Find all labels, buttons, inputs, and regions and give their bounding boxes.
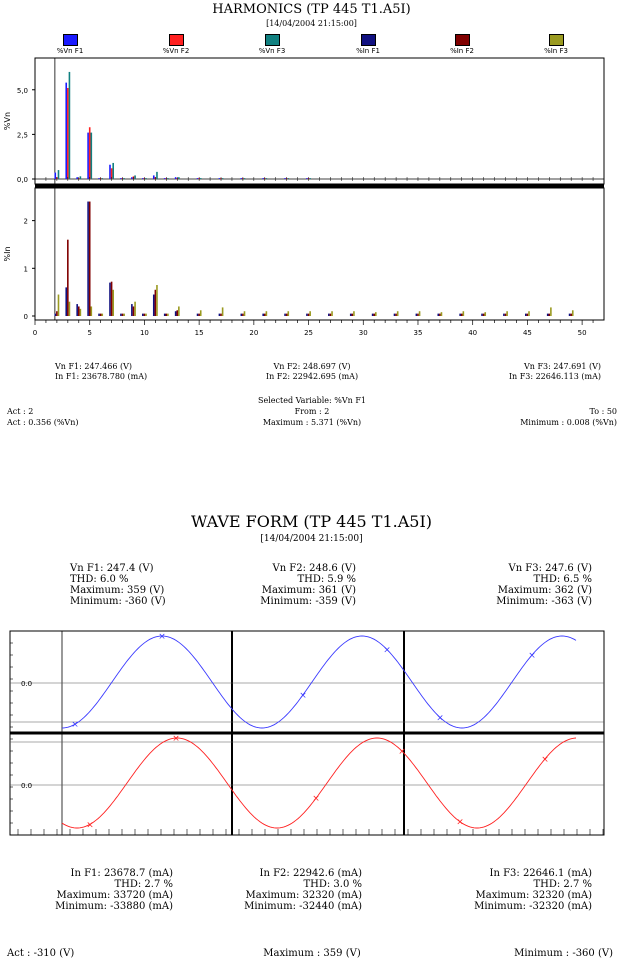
in-bar (80, 309, 82, 316)
in-bar (309, 311, 311, 316)
in-bar (484, 312, 486, 316)
peak-marker: × (456, 817, 464, 828)
harmonics-minimum: Minimum : 0.008 (%Vn) (520, 418, 617, 427)
x-tick-label: 40 (468, 329, 478, 337)
harmonics-title: HARMONICS (TP 445 T1.A5I) (212, 2, 411, 17)
in-bar (373, 314, 375, 316)
in-bar (264, 314, 266, 316)
vn-bar (266, 178, 268, 179)
waveform-title: WAVE FORM (TP 445 T1.A5I) (190, 512, 433, 531)
y-tick-label: 5,0 (16, 86, 28, 95)
in-bar (306, 314, 308, 316)
waveform-min-f2: Minimum: -359 (V) (260, 596, 356, 607)
waveform-in-max-f2: Maximum: 32320 (mA) (245, 890, 362, 901)
peak-marker: × (172, 734, 180, 745)
peak-marker: × (436, 713, 444, 724)
in-bar (142, 314, 144, 316)
in-bar (308, 314, 310, 316)
in-bar (122, 314, 124, 316)
vn-bar (262, 178, 264, 179)
harmonics-act-value: Act : 0.356 (%Vn) (7, 418, 79, 427)
in-bar (91, 306, 93, 316)
harmonics-to: To : 50 (589, 407, 617, 416)
waveform-maximum: Maximum : 359 (V) (263, 948, 361, 959)
legend-label: %In F3 (544, 47, 568, 55)
y-tick-label: 0 (23, 313, 28, 321)
in-bar (145, 314, 147, 316)
in-bar (287, 311, 289, 316)
in-bar (461, 314, 463, 316)
in-bar (353, 311, 355, 316)
waveform-bottom-info-f1 (55, 868, 225, 912)
vn-bar (200, 178, 202, 179)
vn-bar (87, 133, 89, 179)
in-bar (262, 314, 264, 316)
legend-swatch (361, 34, 376, 46)
harmonics-vn-f2: Vn F2: 248.697 (V) (273, 362, 351, 371)
x-tick-label: 35 (413, 329, 423, 337)
harmonics-chart (0, 56, 623, 346)
legend-swatch (265, 34, 280, 46)
in-bar (109, 283, 111, 316)
in-bar (67, 240, 69, 316)
waveform-vn-f2: Vn F2: 248.6 (V) (272, 563, 356, 574)
vn-bar (219, 178, 221, 179)
waveform-in-min-f2: Minimum: -32440 (mA) (244, 901, 362, 912)
in-bar (54, 314, 56, 316)
in-bar (244, 311, 246, 316)
waveform-thd-f1: THD: 6.0 % (70, 574, 129, 585)
y-tick-label: 0.0 (21, 782, 33, 790)
in-bar (330, 314, 332, 316)
x-tick-label: 20 (249, 329, 259, 337)
y-tick-label: 1 (23, 265, 28, 274)
y-axis-label: %Vn (3, 111, 12, 131)
waveform-in-thd-f3: THD: 2.7 % (533, 879, 592, 890)
in-bar (200, 310, 202, 316)
waveform-min-f3: Minimum: -363 (V) (496, 596, 592, 607)
in-bar (569, 314, 571, 316)
vn-bar (197, 178, 199, 179)
y-tick-label: 0.0 (21, 680, 33, 688)
x-tick-label: 15 (194, 329, 204, 337)
in-bar (65, 287, 67, 316)
harmonics-in-f2: In F2: 22942.695 (mA) (265, 372, 359, 381)
in-bar (331, 311, 333, 316)
harmonics-timestamp: [14/04/2004 21:15:00] (266, 19, 357, 28)
y-tick-label: 0,0 (16, 176, 28, 184)
in-bar (286, 314, 288, 316)
in-bar (483, 314, 485, 316)
in-bar (416, 314, 418, 316)
waveform-max-f2: Maximum: 361 (V) (261, 585, 356, 596)
legend-item (338, 34, 398, 55)
vn-bar (89, 127, 91, 179)
vn-bar (58, 170, 60, 179)
vn-bar (123, 178, 125, 179)
vn-bar (76, 177, 78, 179)
waveform-in-f3: In F3: 22646.1 (mA) (489, 868, 592, 879)
in-bar (98, 314, 100, 316)
waveform-in-max-f1: Maximum: 33720 (mA) (56, 890, 173, 901)
in-bar (120, 314, 122, 316)
in-bar (175, 311, 177, 316)
in-bar (164, 314, 166, 316)
waveform-vn-f1: Vn F1: 247.4 (V) (70, 563, 154, 574)
peak-marker: × (86, 820, 94, 831)
in-bar (570, 314, 572, 316)
peak-marker: × (528, 650, 536, 661)
vn-bar (222, 178, 224, 179)
in-bar (76, 304, 78, 316)
peak-marker: × (158, 632, 166, 642)
top-panel-frame (35, 58, 604, 184)
legend-label: %Vn F1 (56, 47, 84, 55)
in-bar (144, 314, 146, 316)
harmonics-vn-f3: Vn F3: 247.691 (V) (524, 362, 601, 371)
waveform-max-f3: Maximum: 362 (V) (497, 585, 592, 596)
vn-bar (101, 178, 103, 179)
x-tick-label: 30 (358, 329, 368, 337)
vn-bar (65, 83, 67, 179)
in-bar (123, 314, 125, 316)
in-bar (112, 290, 114, 316)
legend-swatch (63, 34, 78, 46)
waveform-in-max-f3: Maximum: 32320 (mA) (475, 890, 592, 901)
in-bar (350, 314, 352, 316)
waveform-thd-f3: THD: 6.5 % (533, 574, 592, 585)
y-tick-label: 2 (23, 217, 28, 226)
vn-bar (167, 178, 169, 179)
waveform-vn-f3: Vn F3: 247.6 (V) (508, 563, 592, 574)
x-tick-label: 25 (304, 329, 314, 337)
legend-swatch (169, 34, 184, 46)
in-bar (178, 306, 180, 316)
in-bar (100, 314, 102, 316)
harmonics-vn-f1: Vn F1: 247.466 (V) (55, 362, 132, 371)
waveform-in-min-f3: Minimum: -32320 (mA) (474, 901, 592, 912)
vn-bar (306, 178, 308, 179)
vn-bar (69, 72, 71, 179)
in-bar (111, 282, 113, 316)
waveform-max-f1: Maximum: 359 (V) (70, 585, 165, 596)
in-bar (503, 314, 505, 316)
waveform-minimum: Minimum : -360 (V) (514, 948, 613, 959)
legend-item (242, 34, 302, 55)
in-bar (547, 314, 549, 316)
in-waveform (62, 738, 576, 831)
in-bar (375, 312, 377, 316)
vn-bar (178, 177, 180, 179)
vn-bar (80, 176, 82, 179)
waveform-top-info-f2 (214, 563, 356, 607)
in-bar (548, 314, 550, 316)
in-bar (394, 314, 396, 316)
legend-item (40, 34, 100, 55)
in-bar (284, 314, 286, 316)
vn-bar (98, 178, 100, 179)
vn-bar (142, 178, 144, 179)
in-bar (459, 314, 461, 316)
peak-marker: × (312, 794, 320, 805)
x-tick-label: 50 (577, 329, 587, 337)
legend-item (432, 34, 492, 55)
in-bar (527, 314, 529, 316)
in-bar (101, 314, 103, 316)
vn-bar (244, 178, 246, 179)
in-bar (417, 314, 419, 316)
legend-item (526, 34, 586, 55)
vn-bar (109, 165, 111, 179)
vn-bar (112, 163, 114, 179)
in-bar (419, 311, 421, 316)
in-bar (134, 302, 136, 316)
waveform-in-thd-f1: THD: 2.7 % (114, 879, 173, 890)
in-bar (241, 314, 243, 316)
in-bar (153, 295, 155, 316)
y-tick-label: 2,5 (16, 131, 28, 140)
in-bar (220, 314, 222, 316)
waveform-bottom-info-f3 (440, 868, 592, 912)
vn-waveform (62, 636, 576, 731)
in-bar (198, 314, 200, 316)
in-bar (155, 290, 157, 316)
in-bar (56, 311, 58, 316)
in-bar (441, 312, 443, 316)
waveform-in-min-f1: Minimum: -33880 (mA) (55, 901, 173, 912)
vn-bar (54, 173, 56, 179)
waveform-in-f2: In F2: 22942.6 (mA) (259, 868, 362, 879)
in-bar (481, 314, 483, 316)
harmonics-from: From : 2 (294, 407, 330, 416)
in-bar (397, 311, 399, 316)
legend-label: %In F1 (356, 47, 380, 55)
vn-bar (175, 177, 177, 179)
in-bar (219, 314, 221, 316)
vn-bar (120, 178, 122, 179)
vn-bar (241, 178, 243, 179)
vn-bar (91, 133, 93, 179)
vn-bar (131, 177, 133, 179)
bottom-panel-frame (35, 188, 604, 320)
waveform-timestamp: [14/04/2004 21:15:00] (260, 534, 363, 544)
waveform-in-thd-f2: THD: 3.0 % (303, 879, 362, 890)
vn-bar (287, 178, 289, 179)
in-bar (133, 306, 135, 316)
in-bar (352, 314, 354, 316)
in-bar (87, 202, 89, 316)
in-bar (222, 307, 224, 316)
waveform-min-f1: Minimum: -360 (V) (70, 596, 166, 607)
x-tick-label: 45 (522, 329, 532, 337)
in-bar (505, 314, 507, 316)
harmonics-legend (0, 34, 623, 56)
vn-bar (284, 178, 286, 179)
in-bar (266, 311, 268, 316)
waveform-chart (0, 628, 623, 840)
x-tick-label: 10 (139, 329, 149, 337)
in-bar (328, 314, 330, 316)
waveform-in-f1: In F1: 23678.7 (mA) (70, 868, 173, 879)
in-bar (528, 311, 530, 316)
in-bar (506, 311, 508, 316)
vn-bar (134, 175, 136, 179)
peak-marker: × (398, 747, 406, 758)
in-bar (167, 314, 169, 316)
legend-swatch (455, 34, 470, 46)
waveform-bottom-info-f2 (220, 868, 362, 912)
vn-bar (156, 172, 158, 179)
in-bar (197, 314, 199, 316)
in-bar (572, 310, 574, 316)
harmonics-in-f1: In F1: 23678.780 (mA) (55, 372, 148, 381)
in-bar (78, 306, 80, 316)
y-axis-label: %In (3, 246, 12, 262)
in-bar (156, 285, 158, 316)
peak-marker: × (383, 645, 391, 656)
vn-bar (164, 178, 166, 179)
peak-marker: × (541, 754, 549, 765)
in-bar (463, 311, 465, 316)
legend-label: %Vn F2 (162, 47, 190, 55)
in-bar (69, 302, 71, 316)
in-bar (58, 295, 60, 316)
harmonics-maximum: Maximum : 5.371 (%Vn) (262, 418, 362, 427)
waveform-thd-f2: THD: 5.9 % (297, 574, 356, 585)
in-bar (372, 314, 374, 316)
legend-item (146, 34, 206, 55)
x-tick-label: 0 (32, 329, 38, 337)
harmonics-act: Act : 2 (7, 407, 34, 416)
vn-bar (145, 178, 147, 179)
vn-bar (67, 88, 69, 179)
legend-label: %In F2 (450, 47, 474, 55)
legend-label: %Vn F3 (258, 47, 286, 55)
x-tick-label: 5 (87, 329, 92, 337)
peak-marker: × (71, 720, 79, 731)
in-bar (439, 314, 441, 316)
in-bar (525, 314, 527, 316)
legend-swatch (549, 34, 564, 46)
waveform-top-info-f3 (440, 563, 592, 607)
waveform-top-info-f1 (70, 563, 230, 607)
in-bar (395, 314, 397, 316)
harmonics-in-f3: In F3: 22646.113 (mA) (508, 372, 601, 381)
in-bar (166, 314, 168, 316)
waveform-act: Act : -310 (V) (7, 948, 75, 959)
vn-bar (309, 178, 311, 179)
peak-marker: × (299, 690, 307, 701)
in-bar (437, 314, 439, 316)
in-bar (242, 314, 244, 316)
in-bar (550, 307, 552, 316)
in-bar (89, 202, 91, 316)
vn-bar (153, 175, 155, 179)
in-bar (176, 310, 178, 316)
in-bar (131, 304, 133, 316)
harmonics-selected-variable: Selected Variable: %Vn F1 (258, 396, 366, 405)
